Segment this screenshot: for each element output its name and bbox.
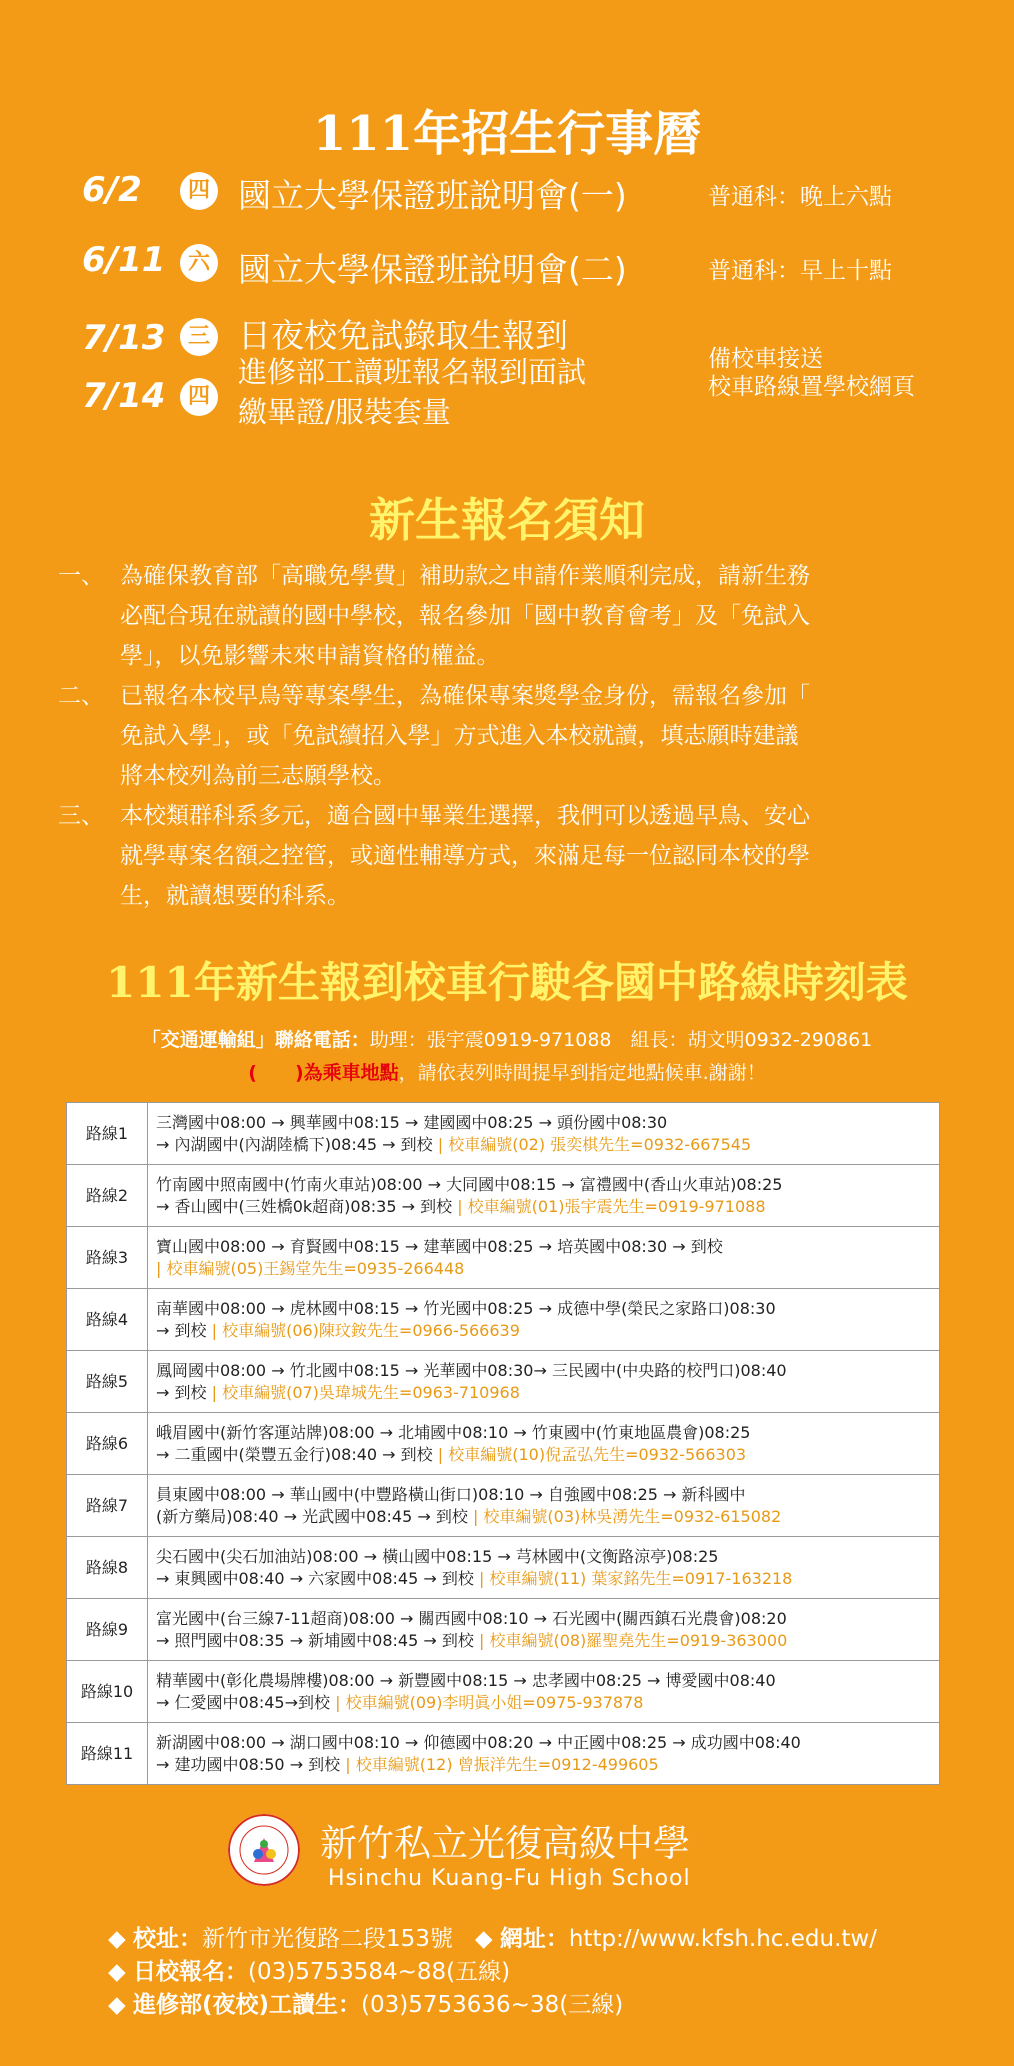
calendar-date: 6/2 [82,170,142,210]
route-row [67,1413,940,1475]
route-stops [148,1599,940,1661]
weekday-badge: 六 [180,244,218,282]
night-phone: (03)5753636~38(三線) [361,1992,624,2018]
notice-item [58,796,938,916]
contact-line [0,1025,1014,1052]
route-line: 尖石國中(尖石加油站)08:00 → 橫山國中08:15 → 芎林國中(文衡路涼亭)08:25 [156,1546,719,1566]
bus-driver-info: | 校車編號(01)張宇震先生=0919-971088 [457,1196,766,1216]
school-logo [228,1814,300,1886]
route-line [156,1568,931,1590]
bus-driver-info: | 校車編號(06)陳玟銨先生=0966-566639 [211,1320,520,1340]
route-line: 員東國中08:00 → 華山國中(中豐路橫山街口)08:10 → 自強國中08:25 → 新科國中 [156,1484,746,1504]
route-line: 三灣國中08:00 → 興華國中08:15 → 建國國中08:25 → 頭份國中08:30 [156,1112,668,1132]
routes-body [67,1103,940,1785]
route-name: 路線4 [67,1289,148,1351]
route-line [156,1630,931,1652]
routes-table [66,1102,940,1785]
night-phone-line [108,1986,623,2019]
address-label: 校址： [133,1926,202,1952]
notice-number: 二、 [58,683,104,709]
bus-schedule-title: 111年新生報到校車行駛各國中路線時刻表 [106,958,908,1007]
route-line: 寶山國中08:00 → 育賢國中08:15 → 建華國中08:25 → 培英國中08:30 → 到校 [156,1236,723,1256]
route-row [67,1351,940,1413]
route-line: 竹南國中照南國中(竹南火車站)08:00 → 大同國中08:15 → 富禮國中(香山火車站)08:25 [156,1174,783,1194]
weekday-badge: 三 [180,318,218,356]
route-line-end: → 內湖國中(內湖陸橋下)08:45 → 到校 [156,1134,438,1154]
bus-driver-info: | 校車編號(10)倪孟弘先生=0932-566303 [437,1444,747,1464]
notice-item [58,556,938,676]
route-row [67,1227,940,1289]
route-line: 南華國中08:00 → 虎林國中08:15 → 竹光國中08:25 → 成德中學(榮民之家路口)08:30 [156,1298,776,1318]
day-label: 日校報名： [133,1959,248,1985]
route-line: 新湖國中08:00 → 湖口國中08:10 → 仰德國中08:20 → 中正國中08:25 → 成功國中08:40 [156,1732,801,1752]
route-line [156,1506,931,1528]
route-stops [148,1723,940,1785]
route-line [156,1754,931,1776]
route-name: 路線8 [67,1537,148,1599]
route-row [67,1289,940,1351]
route-line-end: → 照門國中08:35 → 新埔國中08:45 → 到校 [156,1630,479,1650]
address-line [108,1920,877,1953]
notice-list [58,556,938,916]
route-line [156,1320,931,1342]
route-line-end: → 香山國中(三姓橋0k超商)08:35 → 到校 [156,1196,458,1216]
notice-line: 免試入學」，或「免試續招入學」方式進入本校就讀，填志願時建議 [120,723,799,749]
route-row [67,1723,940,1785]
contact-text: 助理：張宇震0919-971088 組長：胡文明0932-290861 [369,1029,873,1051]
notice-line: 本校類群科系多元，適合國中畢業生選擇，我們可以透過早鳥、安心 [120,803,810,829]
calendar-note: 備校車接送 [708,346,823,372]
route-line: 富光國中(台三線7-11超商)08:00 → 關西國中08:10 → 石光國中(關西鎮石光農會)08:20 [156,1608,787,1628]
route-stops [148,1413,940,1475]
diamond-icon: ◆ [108,1992,133,2018]
calendar-note: 普通科：早上十點 [708,258,892,284]
notice-line: 學」，以免影響未來申請資格的權益。 [120,643,500,669]
calendar-event: 日夜校免試錄取生報到 [238,316,568,355]
route-stops [148,1537,940,1599]
route-name: 路線11 [67,1723,148,1785]
calendar-event: 國立大學保證班說明會(二) [238,250,627,289]
route-row [67,1537,940,1599]
route-name: 路線2 [67,1165,148,1227]
route-stops [148,1289,940,1351]
bus-driver-info: | 校車編號(03)林吳湧先生=0932-615082 [472,1506,782,1526]
route-line-end: → 二重國中(榮豐五金行)08:40 → 到校 [156,1444,438,1464]
notice-line: 生，就讀想要的科系。 [120,883,350,909]
route-row [67,1103,940,1165]
weekday-badge: 四 [180,378,218,416]
route-line: 峨眉國中(新竹客運站牌)08:00 → 北埔國中08:10 → 竹東國中(竹東地區農會)08:25 [156,1422,751,1442]
calendar-note: 校車路線置學校網頁 [708,374,915,400]
route-name: 路線6 [67,1413,148,1475]
pickup-note [0,1058,1014,1085]
route-line [156,1444,931,1466]
route-row [67,1661,940,1723]
bus-driver-info: | 校車編號(05)王錫堂先生=0935-266448 [156,1258,465,1278]
route-line: 鳳岡國中08:00 → 竹北國中08:15 → 光華國中08:30→ 三民國中(中央路的校門口)08:40 [156,1360,787,1380]
route-stops [148,1351,940,1413]
school-name-zh: 新竹私立光復高級中學 [320,1822,690,1865]
school-name-en: Hsinchu Kuang-Fu High School [328,1866,691,1891]
route-stops [148,1165,940,1227]
route-name: 路線1 [67,1103,148,1165]
day-phone-line [108,1953,510,1986]
route-line-end: (新方藥局)08:40 → 光武國中08:45 → 到校 [156,1506,473,1526]
notice-line: 為確保教育部「高職免學費」補助款之申請作業順利完成，請新生務 [120,563,810,589]
address-value: 新竹市光復路二段153號 [202,1926,453,1952]
route-stops [148,1227,940,1289]
calendar-date: 6/11 [82,240,166,280]
diamond-icon: ◆ [460,1926,500,1952]
notice-line: 已報名本校早鳥等專案學生，為確保專案獎學金身份，需報名參加「 [120,683,810,709]
calendar-event: 繳畢證/服裝套量 [238,395,451,429]
route-name: 路線5 [67,1351,148,1413]
route-name: 路線7 [67,1475,148,1537]
web-link[interactable]: http://www.kfsh.hc.edu.tw/ [568,1926,877,1952]
route-stops [148,1103,940,1165]
route-name: 路線3 [67,1227,148,1289]
diamond-icon: ◆ [108,1926,133,1952]
route-line [156,1382,931,1404]
bus-driver-info: | 校車編號(12) 曾振洋先生=0912-499605 [345,1754,659,1774]
route-row [67,1165,940,1227]
bus-driver-info: | 校車編號(07)吳瑋城先生=0963-710968 [211,1382,520,1402]
notice-number: 三、 [58,803,104,829]
notice-line: 就學專案名額之控管，或適性輔導方式，來滿足每一位認同本校的學 [120,843,810,869]
notice-number: 一、 [58,563,104,589]
pickup-marker: ( )為乘車地點 [248,1062,399,1084]
route-line [156,1196,931,1218]
web-label: 網址： [499,1926,569,1952]
route-line-end: → 仁愛國中08:45→到校 [156,1692,336,1712]
route-stops [148,1475,940,1537]
route-name: 路線9 [67,1599,148,1661]
night-label: 進修部(夜校)工讀生： [133,1992,362,2018]
bus-driver-info: | 校車編號(11) 葉家銘先生=0917-163218 [478,1568,793,1588]
notice-item [58,676,938,796]
route-stops [148,1661,940,1723]
day-phone: (03)5753584~88(五線) [248,1959,511,1985]
bus-driver-info: | 校車編號(02) 張奕棋先生=0932-667545 [437,1134,752,1154]
pickup-text: ，請依表列時間提早到指定地點候車.謝謝！ [398,1062,766,1084]
diamond-icon: ◆ [108,1959,133,1985]
notice-line: 將本校列為前三志願學校。 [120,763,396,789]
route-line-end: → 到校 [156,1320,212,1340]
route-row [67,1475,940,1537]
route-row [67,1599,940,1661]
notice-title: 新生報名須知 [369,493,645,547]
calendar-note: 普通科：晚上六點 [708,184,892,210]
route-line-end: → 建功國中08:50 → 到校 [156,1754,346,1774]
route-line-end: → 東興國中08:40 → 六家國中08:45 → 到校 [156,1568,479,1588]
route-line [156,1258,931,1280]
bus-driver-info: | 校車編號(09)李明眞小姐=0975-937878 [335,1692,644,1712]
calendar-event: 進修部工讀班報名報到面試 [238,355,587,389]
weekday-badge: 四 [180,172,218,210]
route-line: 精華國中(彰化農場牌樓)08:00 → 新豐國中08:15 → 忠孝國中08:25 → 博愛國中08:40 [156,1670,776,1690]
notice-line: 必配合現在就讀的國中學校，報名參加「國中教育會考」及「免試入 [120,603,810,629]
calendar-date: 7/14 [82,376,166,416]
route-line-end: → 到校 [156,1382,212,1402]
calendar-title: 111年招生行事曆 [312,106,702,162]
calendar-event: 國立大學保證班說明會(一) [238,176,627,215]
route-name: 路線10 [67,1661,148,1723]
contact-label: 「交通運輸組」聯絡電話： [141,1029,370,1051]
calendar-date: 7/13 [82,318,166,358]
route-line [156,1692,931,1714]
bus-driver-info: | 校車編號(08)羅聖堯先生=0919-363000 [478,1630,788,1650]
route-line [156,1134,931,1156]
